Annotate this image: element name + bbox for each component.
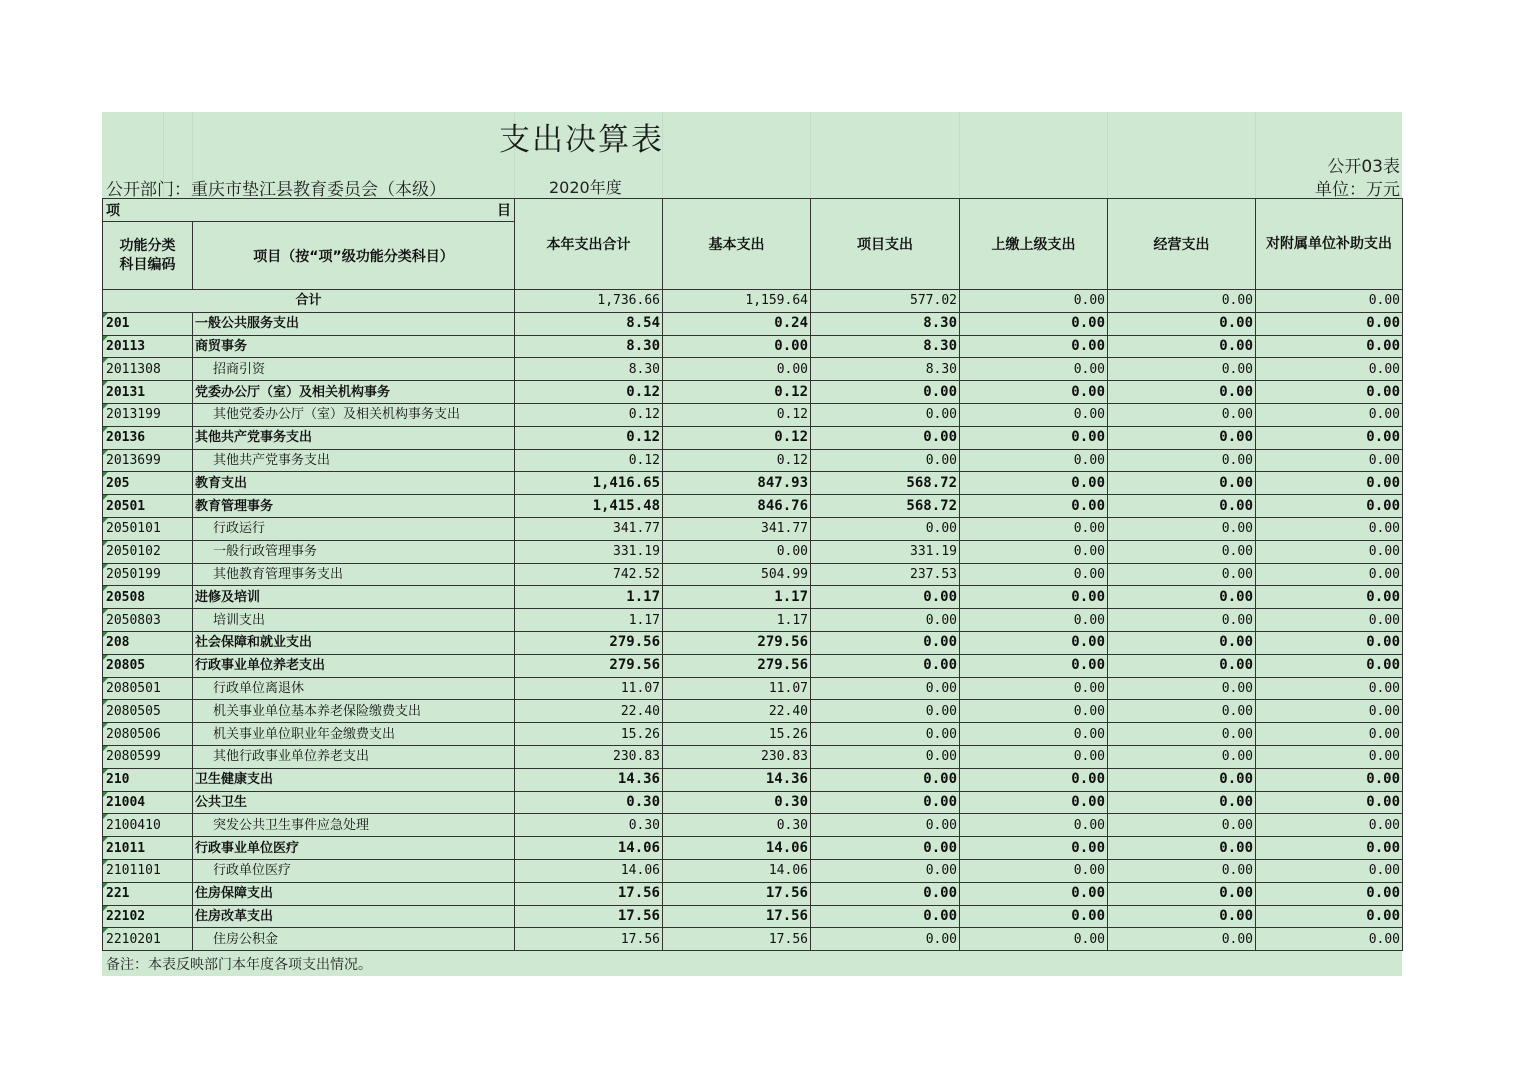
row-value: 0.00: [1256, 358, 1403, 381]
row-value: 0.00: [1256, 540, 1403, 563]
table-row: [103, 358, 1403, 381]
row-value: 0.00: [1108, 335, 1256, 358]
row-value: 0.12: [515, 381, 663, 404]
row-value: 0.00: [960, 791, 1108, 814]
row-value: 0.00: [960, 449, 1108, 472]
row-value: 0.00: [1256, 335, 1403, 358]
row-name: 一般行政管理事务: [193, 540, 515, 563]
row-value: 22.40: [663, 700, 811, 723]
row-value: 0.00: [960, 768, 1108, 791]
total-value: 1,159.64: [663, 290, 811, 313]
row-value: 0.00: [1256, 882, 1403, 905]
row-value: 14.36: [515, 768, 663, 791]
table-row: [103, 631, 1403, 654]
row-value: 0.00: [1256, 586, 1403, 609]
row-value: 0.30: [515, 814, 663, 837]
row-value: 1.17: [663, 609, 811, 632]
row-value: 0.00: [811, 859, 960, 882]
row-value: 17.56: [515, 905, 663, 928]
row-value: 0.00: [1108, 700, 1256, 723]
row-value: 0.00: [1256, 905, 1403, 928]
table-row: [103, 449, 1403, 472]
row-name: 其他共产党事务支出: [193, 449, 515, 472]
row-value: 341.77: [515, 517, 663, 540]
row-value: 230.83: [663, 745, 811, 768]
row-value: 279.56: [663, 631, 811, 654]
row-value: 14.06: [515, 837, 663, 860]
row-value: 11.07: [515, 677, 663, 700]
col-header-subsidy: 对附属单位补助支出: [1256, 199, 1403, 290]
row-value: 0.00: [1256, 403, 1403, 426]
row-value: 0.12: [663, 381, 811, 404]
total-label: 合计: [103, 290, 515, 313]
row-name: 机关事业单位基本养老保险缴费支出: [193, 700, 515, 723]
row-name: 招商引资: [193, 358, 515, 381]
row-value: 1,415.48: [515, 495, 663, 518]
row-value: 0.00: [960, 540, 1108, 563]
row-value: 0.00: [811, 426, 960, 449]
row-code: 210: [103, 768, 193, 791]
row-value: 0.00: [960, 723, 1108, 746]
row-code: 22102: [103, 905, 193, 928]
row-name: 一般公共服务支出: [193, 312, 515, 335]
page-title: 支出决算表: [499, 122, 664, 158]
row-value: 0.00: [1108, 381, 1256, 404]
row-value: 0.00: [1256, 768, 1403, 791]
row-value: 0.00: [1256, 654, 1403, 677]
row-value: 8.30: [811, 358, 960, 381]
col-header-remit: 上缴上级支出: [960, 199, 1108, 290]
row-value: 0.00: [1108, 517, 1256, 540]
row-value: 0.00: [1256, 517, 1403, 540]
row-value: 15.26: [515, 723, 663, 746]
row-value: 0.00: [1108, 586, 1256, 609]
row-value: 0.00: [1256, 859, 1403, 882]
row-value: 742.52: [515, 563, 663, 586]
row-value: 22.40: [515, 700, 663, 723]
row-name: 教育管理事务: [193, 495, 515, 518]
table-row: [103, 517, 1403, 540]
expenditure-table: [102, 198, 1403, 951]
row-value: 0.00: [960, 335, 1108, 358]
item-header-right: 目: [497, 203, 511, 219]
row-name: 住房公积金: [193, 928, 515, 951]
table-row: [103, 495, 1403, 518]
row-name: 社会保障和就业支出: [193, 631, 515, 654]
table-row: [103, 381, 1403, 404]
row-value: 0.00: [1256, 472, 1403, 495]
row-value: 0.00: [1108, 814, 1256, 837]
row-value: 0.00: [1108, 928, 1256, 951]
row-code: 2210201: [103, 928, 193, 951]
table-row: [103, 472, 1403, 495]
row-name: 突发公共卫生事件应急处理: [193, 814, 515, 837]
row-code: 20131: [103, 381, 193, 404]
row-code: 20136: [103, 426, 193, 449]
table-row: [103, 586, 1403, 609]
row-value: 8.30: [515, 335, 663, 358]
row-value: 8.30: [811, 312, 960, 335]
row-value: 0.00: [811, 837, 960, 860]
row-value: 237.53: [811, 563, 960, 586]
row-code: 2050101: [103, 517, 193, 540]
col-header-total: 本年支出合计: [515, 199, 663, 290]
row-value: 0.00: [960, 837, 1108, 860]
row-value: 14.36: [663, 768, 811, 791]
row-name: 公共卫生: [193, 791, 515, 814]
row-value: 0.00: [663, 335, 811, 358]
row-value: 1.17: [663, 586, 811, 609]
row-value: 0.00: [811, 700, 960, 723]
row-code: 2013699: [103, 449, 193, 472]
row-name: 住房改革支出: [193, 905, 515, 928]
row-value: 0.00: [1256, 563, 1403, 586]
row-value: 0.00: [811, 381, 960, 404]
row-value: 0.00: [811, 723, 960, 746]
department-label: 公开部门：重庆市垫江县教育委员会（本级）: [106, 180, 446, 200]
row-value: 0.00: [960, 403, 1108, 426]
table-row: [103, 563, 1403, 586]
row-value: 568.72: [811, 472, 960, 495]
total-value: 577.02: [811, 290, 960, 313]
row-value: 0.00: [1108, 768, 1256, 791]
row-value: 0.12: [515, 426, 663, 449]
row-value: 17.56: [663, 905, 811, 928]
row-name: 行政事业单位养老支出: [193, 654, 515, 677]
row-value: 0.00: [960, 905, 1108, 928]
row-value: 15.26: [663, 723, 811, 746]
row-value: 0.00: [811, 745, 960, 768]
row-code: 208: [103, 631, 193, 654]
col-header-business: 经营支出: [1108, 199, 1256, 290]
row-value: 0.00: [1108, 495, 1256, 518]
row-value: 0.00: [1256, 426, 1403, 449]
row-value: 0.00: [1108, 449, 1256, 472]
row-value: 0.00: [1108, 609, 1256, 632]
row-code: 20508: [103, 586, 193, 609]
row-code: 20113: [103, 335, 193, 358]
total-value: 1,736.66: [515, 290, 663, 313]
row-value: 0.00: [1108, 791, 1256, 814]
col-header-basic: 基本支出: [663, 199, 811, 290]
row-code: 2050102: [103, 540, 193, 563]
form-number: 公开03表: [1327, 157, 1400, 177]
row-code: 205: [103, 472, 193, 495]
row-value: 0.00: [1108, 745, 1256, 768]
row-code: 2080505: [103, 700, 193, 723]
row-name: 培训支出: [193, 609, 515, 632]
grid-line: [959, 112, 960, 198]
row-value: 0.00: [1108, 426, 1256, 449]
table-row: [103, 335, 1403, 358]
row-value: 0.00: [1256, 677, 1403, 700]
table-row: [103, 745, 1403, 768]
row-value: 0.00: [811, 768, 960, 791]
row-value: 0.00: [811, 791, 960, 814]
row-value: 0.00: [1256, 495, 1403, 518]
table-row: [103, 700, 1403, 723]
table-row: [103, 905, 1403, 928]
row-value: 0.00: [1108, 837, 1256, 860]
row-value: 17.56: [515, 928, 663, 951]
row-value: 0.00: [1256, 449, 1403, 472]
row-value: 0.00: [663, 540, 811, 563]
row-value: 0.00: [1108, 905, 1256, 928]
row-code: 20805: [103, 654, 193, 677]
row-value: 0.24: [663, 312, 811, 335]
row-value: 230.83: [515, 745, 663, 768]
row-value: 0.00: [811, 517, 960, 540]
row-name: 党委办公厅（室）及相关机构事务: [193, 381, 515, 404]
row-value: 0.30: [663, 791, 811, 814]
table-row: [103, 654, 1403, 677]
row-value: 504.99: [663, 563, 811, 586]
row-value: 0.00: [960, 882, 1108, 905]
row-value: 1,416.65: [515, 472, 663, 495]
row-value: 0.00: [1108, 312, 1256, 335]
row-value: 0.00: [960, 654, 1108, 677]
row-code: 2080506: [103, 723, 193, 746]
row-name: 其他行政事业单位养老支出: [193, 745, 515, 768]
row-value: 0.00: [1256, 814, 1403, 837]
grid-line: [1255, 112, 1256, 198]
row-value: 8.30: [515, 358, 663, 381]
row-value: 0.12: [515, 403, 663, 426]
row-value: 331.19: [811, 540, 960, 563]
row-name: 商贸事务: [193, 335, 515, 358]
row-value: 0.00: [1108, 540, 1256, 563]
row-value: 0.00: [1256, 791, 1403, 814]
row-value: 0.00: [663, 358, 811, 381]
row-value: 0.00: [960, 426, 1108, 449]
table-row: [103, 859, 1403, 882]
row-value: 0.00: [960, 631, 1108, 654]
row-code: 2013199: [103, 403, 193, 426]
row-value: 331.19: [515, 540, 663, 563]
row-code: 2050199: [103, 563, 193, 586]
row-value: 0.00: [960, 495, 1108, 518]
row-value: 0.00: [811, 814, 960, 837]
row-value: 0.00: [1256, 381, 1403, 404]
col-header-code: 功能分类科目编码: [103, 222, 193, 290]
total-value: 0.00: [960, 290, 1108, 313]
row-value: 0.00: [1108, 654, 1256, 677]
row-value: 0.00: [811, 631, 960, 654]
row-name: 行政单位离退休: [193, 677, 515, 700]
row-value: 0.00: [1108, 677, 1256, 700]
row-value: 0.00: [960, 312, 1108, 335]
row-value: 0.00: [1108, 358, 1256, 381]
row-value: 846.76: [663, 495, 811, 518]
row-value: 0.00: [1108, 631, 1256, 654]
total-value: 0.00: [1256, 290, 1403, 313]
row-value: 0.00: [1256, 928, 1403, 951]
row-value: 0.00: [960, 358, 1108, 381]
row-value: 0.00: [960, 472, 1108, 495]
row-value: 0.00: [960, 745, 1108, 768]
table-row: [103, 540, 1403, 563]
row-value: 0.30: [663, 814, 811, 837]
row-value: 0.00: [1108, 472, 1256, 495]
footnote: 备注：本表反映部门本年度各项支出情况。: [106, 957, 372, 973]
unit-label: 单位：万元: [1315, 180, 1400, 200]
row-code: 201: [103, 312, 193, 335]
row-name: 进修及培训: [193, 586, 515, 609]
item-header: [103, 199, 515, 222]
col-header-project: 项目支出: [811, 199, 960, 290]
row-name: 其他党委办公厅（室）及相关机构事务支出: [193, 403, 515, 426]
row-code: 2011308: [103, 358, 193, 381]
row-value: 279.56: [663, 654, 811, 677]
row-code: 2101101: [103, 859, 193, 882]
table-row: [103, 928, 1403, 951]
row-name: 行政单位医疗: [193, 859, 515, 882]
row-value: 1.17: [515, 586, 663, 609]
row-name: 机关事业单位职业年金缴费支出: [193, 723, 515, 746]
row-value: 0.00: [1256, 609, 1403, 632]
grid-line: [810, 112, 811, 198]
row-code: 221: [103, 882, 193, 905]
row-value: 0.00: [960, 700, 1108, 723]
row-name: 教育支出: [193, 472, 515, 495]
row-value: 0.00: [811, 403, 960, 426]
row-code: 2080599: [103, 745, 193, 768]
row-value: 0.30: [515, 791, 663, 814]
row-value: 0.00: [811, 609, 960, 632]
table-row: [103, 768, 1403, 791]
row-value: 14.06: [515, 859, 663, 882]
row-value: 0.00: [960, 381, 1108, 404]
grid-line: [1107, 112, 1108, 198]
row-value: 14.06: [663, 837, 811, 860]
row-value: 0.00: [960, 859, 1108, 882]
row-value: 0.00: [960, 814, 1108, 837]
row-value: 0.00: [1108, 403, 1256, 426]
row-value: 0.00: [960, 928, 1108, 951]
row-value: 0.00: [960, 609, 1108, 632]
row-value: 0.00: [1256, 723, 1403, 746]
row-value: 0.00: [960, 677, 1108, 700]
row-name: 住房保障支出: [193, 882, 515, 905]
table-row: [103, 677, 1403, 700]
row-value: 0.12: [663, 449, 811, 472]
row-value: 279.56: [515, 631, 663, 654]
table-row: [103, 723, 1403, 746]
row-name: 卫生健康支出: [193, 768, 515, 791]
row-name: 其他共产党事务支出: [193, 426, 515, 449]
row-value: 0.12: [663, 403, 811, 426]
row-value: 1.17: [515, 609, 663, 632]
row-value: 0.12: [515, 449, 663, 472]
table-row: [103, 609, 1403, 632]
row-value: 0.00: [1256, 837, 1403, 860]
row-value: 0.00: [1108, 563, 1256, 586]
row-value: 17.56: [515, 882, 663, 905]
table-row: [103, 837, 1403, 860]
row-code: 21004: [103, 791, 193, 814]
row-value: 0.00: [960, 563, 1108, 586]
row-code: 20501: [103, 495, 193, 518]
total-row: [103, 290, 1403, 313]
row-code: 2050803: [103, 609, 193, 632]
fiscal-year: 2020年度: [549, 178, 622, 197]
item-header-left: 项: [106, 203, 120, 219]
table-row: [103, 882, 1403, 905]
row-name: 其他教育管理事务支出: [193, 563, 515, 586]
row-value: 17.56: [663, 928, 811, 951]
col-header-name: 项目（按“项”级功能分类科目）: [193, 222, 515, 290]
row-code: 21011: [103, 837, 193, 860]
row-value: 0.00: [1108, 859, 1256, 882]
row-value: 0.00: [960, 586, 1108, 609]
row-value: 0.12: [663, 426, 811, 449]
row-value: 0.00: [811, 677, 960, 700]
row-value: 11.07: [663, 677, 811, 700]
table-row: [103, 403, 1403, 426]
row-value: 0.00: [1256, 631, 1403, 654]
total-value: 0.00: [1108, 290, 1256, 313]
row-value: 8.54: [515, 312, 663, 335]
row-value: 0.00: [1108, 882, 1256, 905]
spreadsheet-sheet: [102, 112, 1402, 976]
row-value: 341.77: [663, 517, 811, 540]
table-row: [103, 426, 1403, 449]
table-row: [103, 312, 1403, 335]
row-value: 0.00: [811, 654, 960, 677]
row-value: 0.00: [811, 586, 960, 609]
row-value: 0.00: [1256, 745, 1403, 768]
row-name: 行政事业单位医疗: [193, 837, 515, 860]
row-value: 0.00: [1256, 312, 1403, 335]
row-code: 2100410: [103, 814, 193, 837]
row-value: 0.00: [811, 449, 960, 472]
row-value: 8.30: [811, 335, 960, 358]
row-value: 0.00: [811, 882, 960, 905]
row-name: 行政运行: [193, 517, 515, 540]
row-value: 0.00: [960, 517, 1108, 540]
row-value: 568.72: [811, 495, 960, 518]
row-value: 279.56: [515, 654, 663, 677]
row-value: 0.00: [811, 928, 960, 951]
row-value: 17.56: [663, 882, 811, 905]
table-row: [103, 791, 1403, 814]
row-value: 847.93: [663, 472, 811, 495]
row-value: 0.00: [811, 905, 960, 928]
row-value: 0.00: [1256, 700, 1403, 723]
row-value: 14.06: [663, 859, 811, 882]
row-code: 2080501: [103, 677, 193, 700]
row-value: 0.00: [1108, 723, 1256, 746]
table-row: [103, 814, 1403, 837]
